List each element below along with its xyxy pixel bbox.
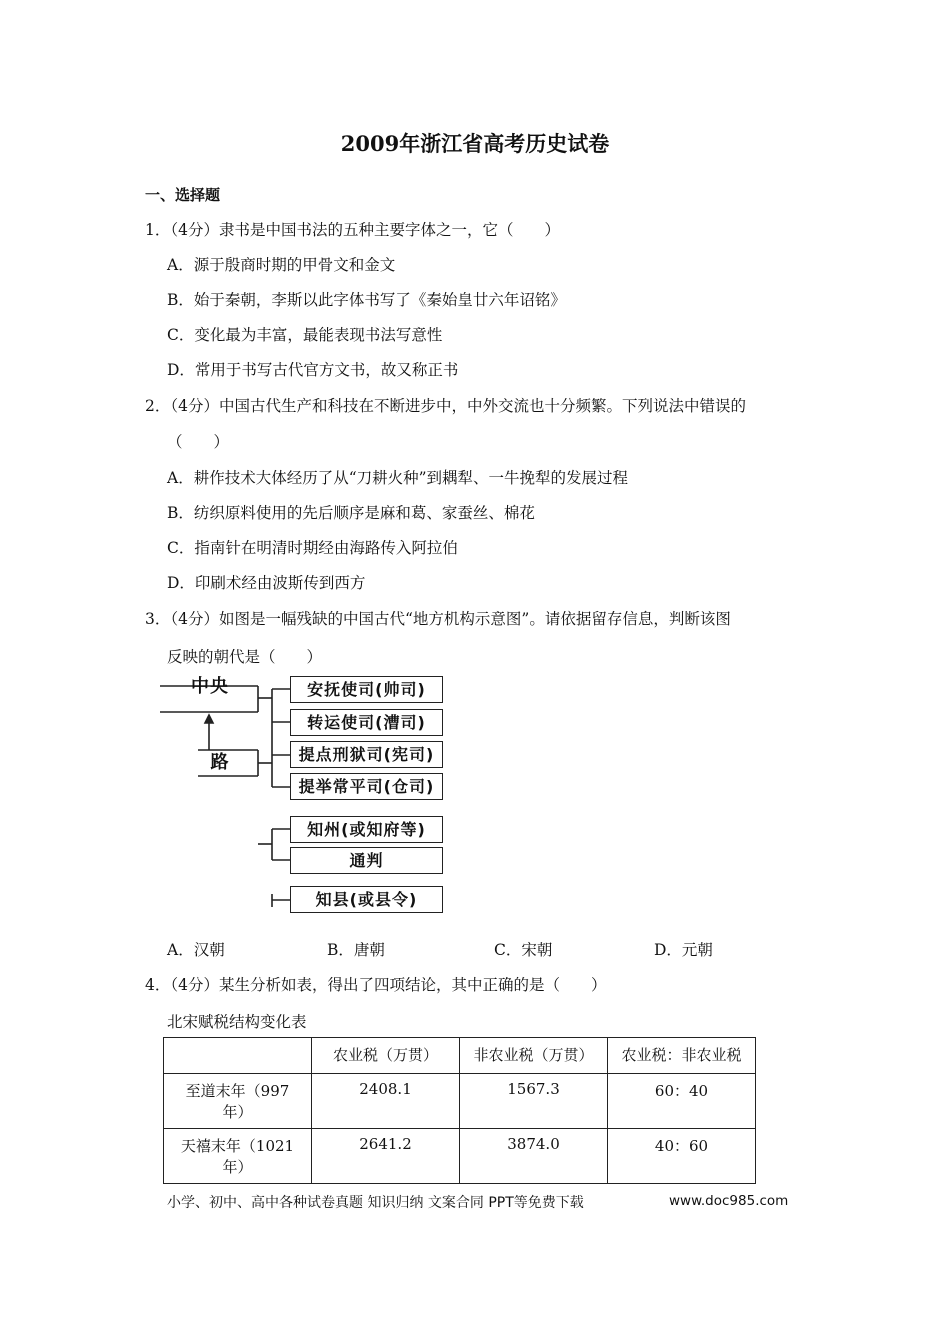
table-title: 北宋赋税结构变化表 (167, 1013, 307, 1031)
question-1-option-a: A．源于殷商时期的甲骨文和金文 (167, 256, 396, 274)
page-title: 2009年浙江省高考历史试卷 (340, 131, 610, 156)
table-row-label-line: 年） (222, 1103, 253, 1121)
central-label: 中央 (191, 676, 229, 697)
prefecture-box-zhizhou: 知州(或知府等) (290, 816, 443, 843)
question-2-stem: 2．（4分）中国古代生产和科技在不断进步中，中外交流也十分频繁。下列说法中错误的 (145, 397, 746, 415)
table-header-cell (164, 1038, 312, 1074)
table-header-row (164, 1038, 756, 1074)
table-cell-ratio: 60：40 (608, 1074, 756, 1129)
table-cell-agri: 2641.2 (312, 1129, 460, 1184)
table-row-label-line: 至道末年（997 (185, 1082, 290, 1100)
local-institution-diagram (160, 672, 450, 922)
footer-text: 小学、初中、高中各种试卷真题 知识归纳 文案合同 PPT等免费下载 (167, 1195, 584, 1211)
question-3-option-a: A．汉朝 (167, 941, 225, 959)
question-2-option-a: A．耕作技术大体经历了从“刀耕火种”到耦犁、一牛挽犁的发展过程 (167, 469, 629, 487)
question-2-option-b: B．纺织原料使用的先后顺序是麻和葛、家蚕丝、棉花 (167, 504, 535, 522)
road-label: 路 (210, 752, 230, 773)
question-2-stem-cont: （ ） (167, 433, 230, 451)
footer-url[interactable]: www.doc985.com (669, 1193, 789, 1209)
table-cell-ratio: 40：60 (608, 1129, 756, 1184)
prefecture-box-tongpan: 通判 (290, 847, 443, 874)
table-row (164, 1074, 756, 1129)
table-header-cell: 非农业税（万贯） (460, 1038, 608, 1074)
table-header-cell: 农业税（万贯） (312, 1038, 460, 1074)
table-cell-agri: 2408.1 (312, 1074, 460, 1129)
tax-structure-table (163, 1037, 756, 1184)
office-box-zhuanyun: 转运使司(漕司) (290, 709, 443, 736)
question-3-stem-cont: 反映的朝代是（ ） (167, 648, 323, 666)
county-box: 知县(或县令) (290, 886, 443, 913)
question-2-option-c: C．指南针在明清时期经由海路传入阿拉伯 (167, 539, 458, 557)
table-row-label (164, 1129, 312, 1184)
table-row-label-line: 年） (222, 1158, 253, 1176)
table-row (164, 1129, 756, 1184)
office-box-tidian: 提点刑狱司(宪司) (290, 741, 443, 768)
office-box-tiju: 提举常平司(仓司) (290, 773, 443, 800)
section-heading: 一、选择题 (145, 186, 221, 204)
table-cell-nonagri: 1567.3 (460, 1074, 608, 1129)
question-3-stem: 3．（4分）如图是一幅残缺的中国古代“地方机构示意图”。请依据留存信息，判断该图 (145, 610, 731, 628)
table-row-label-line: 天禧末年（1021 (180, 1137, 295, 1155)
office-box-anfu: 安抚使司(帅司) (290, 676, 443, 703)
question-1-option-b: B．始于秦朝，李斯以此字体书写了《秦始皇廿六年诏铭》 (167, 291, 566, 309)
table-cell-nonagri: 3874.0 (460, 1129, 608, 1184)
question-1-option-d: D．常用于书写古代官方文书，故又称正书 (167, 361, 459, 379)
question-3-option-d: D．元朝 (654, 941, 713, 959)
table-header-cell: 农业税：非农业税 (608, 1038, 756, 1074)
question-3-option-b: B．唐朝 (327, 941, 385, 959)
question-4-stem: 4．（4分）某生分析如表，得出了四项结论，其中正确的是（ ） (145, 976, 607, 994)
question-2-option-d: D．印刷术经由波斯传到西方 (167, 574, 366, 592)
question-3-option-c: C．宋朝 (494, 941, 553, 959)
table-row-label (164, 1074, 312, 1129)
question-1-stem: 1．（4分）隶书是中国书法的五种主要字体之一，它（ ） (145, 221, 560, 239)
question-1-option-c: C．变化最为丰富，最能表现书法写意性 (167, 326, 443, 344)
